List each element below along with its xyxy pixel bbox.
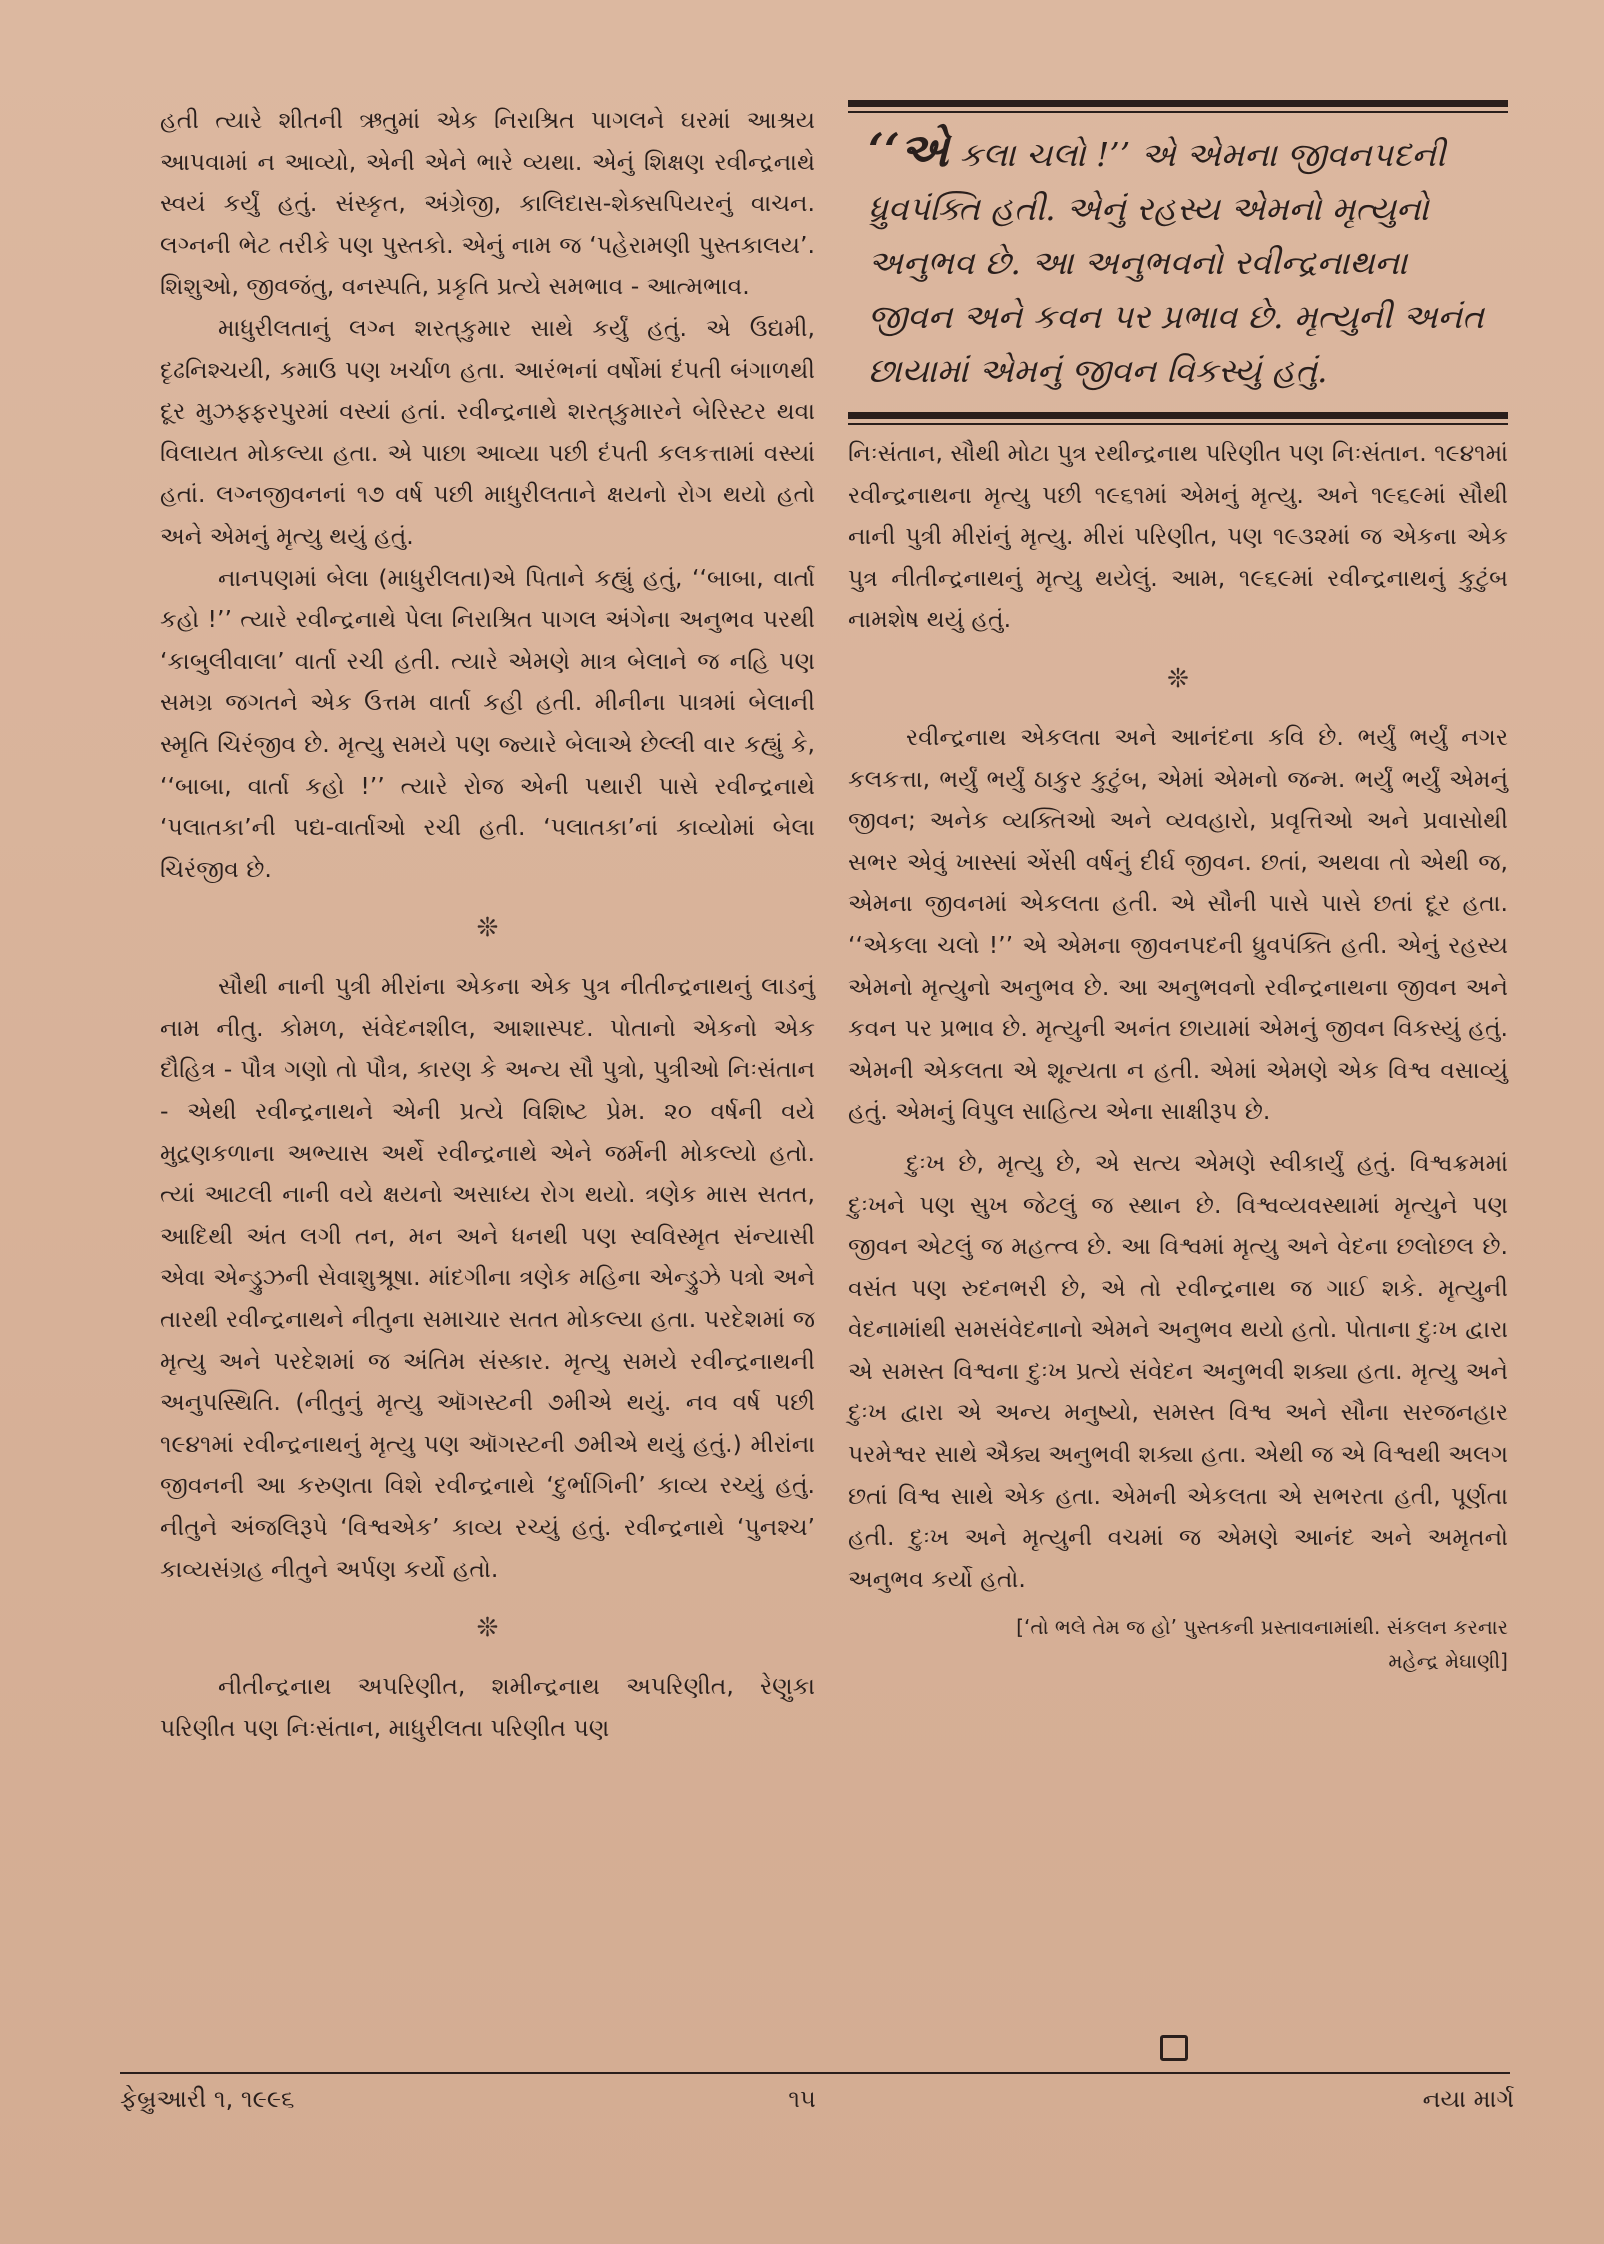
left-paragraph-3: નાનપણમાં બેલા (માધુરીલતા)એ પિતાને કહ્યું હતું, ‘‘બાબા, વાર્તા કહો !’’ ત્યારે રવીન્દ્રનાથે પેલા નિરાશ્રિત પાગલ અંગેના અનુભવ પરથી ‘કાબુલીવાલા’ વાર્તા રચી હતી. ત્યારે એમણે માત્ર બેલાને જ નહિ પણ સમગ્ર જગતને એક ઉત્તમ વાર્તા કહી હતી. મીનીના પાત્રમાં બેલાની સ્મૃતિ ચિરંજીવ છે. મૃત્યુ સમયે પણ જ્યારે બેલાએ છેલ્લી વાર કહ્યું કે, ‘‘બાબા, વાર્તા કહો !’’ ત્યારે રોજ એની પથારી પાસે રવીન્દ્રનાથે ‘પલાતકા’ની પદ્ય-વાર્તાઓ રચી હતી. ‘પલાતકા’નાં કાવ્યોમાં બેલા ચિરંજીવ છે.	[160, 563, 815, 883]
left-paragraph-5: નીતીન્દ્રનાથ અપરિણીત, શમીન્દ્રનાથ અપરિણીત, રેણુકા પરિણીત પણ નિઃસંતાન, માધુરીલતા પરિણીત પણ	[160, 1672, 815, 1742]
left-paragraph-1: હતી ત્યારે શીતની ઋતુમાં એક નિરાશ્રિત પાગલને ઘરમાં આશ્રય આપવામાં ન આવ્યો, એની એને ભારે વ્યથા. એનું શિક્ષણ રવીન્દ્રનાથે સ્વયં કર્યું હતું. સંસ્કૃત, અંગ્રેજી, કાલિદાસ-શેક્સપિયરનું વાચન. લગ્નની ભેટ તરીકે પણ પુસ્તકો. એનું નામ જ ‘પહેરામણી પુસ્તકાલય’. શિશુઓ, જીવજંતુ, વનસ્પતિ, પ્રકૃતિ પ્રત્યે સમભાવ - આત્મભાવ.	[160, 106, 815, 301]
right-paragraph-3: દુઃખ છે, મૃત્યુ છે, એ સત્ય એમણે સ્વીકાર્યું હતું. વિશ્વક્રમમાં દુઃખને પણ સુખ જેટલું જ સ્થાન છે. વિશ્વવ્યવસ્થામાં મૃત્યુને પણ જીવન એટલું જ મહત્ત્વ છે. આ વિશ્વમાં મૃત્યુ અને વેદના છલોછલ છે. વસંત પણ રુદનભરી છે, એ તો રવીન્દ્રનાથ જ ગાઈ શકે. મૃત્યુની વેદનામાંથી સમસંવેદનાનો એમને અનુભવ થયો હતો. પોતાના દુઃખ દ્વારા એ સમસ્ત વિશ્વના દુઃખ પ્રત્યે સંવેદન અનુભવી શક્યા હતા. મૃત્યુ અને દુઃખ દ્વારા એ અન્ય મનુષ્યો, સમસ્ત વિશ્વ અને સૌના સરજનહાર પરમેશ્વર સાથે ઐક્ય અનુભવી શક્યા હતા. એથી જ એ વિશ્વથી અલગ છતાં વિશ્વ સાથે એક હતા. એમની એકલતા એ સભરતા હતી, પૂર્ણતા હતી. દુઃખ અને મૃત્યુની વચમાં જ એમણે આનંદ અને અમૃતનો અનુભવ કર્યો હતો.	[848, 1148, 1508, 1593]
footer-page-number: ૧૫	[788, 2085, 816, 2113]
pull-quote	[848, 113, 1508, 412]
right-paragraph-2: રવીન્દ્રનાથ એકલતા અને આનંદના કવિ છે. ભર્યું ભર્યું નગર કલકત્તા, ભર્યું ભર્યું ઠાકુર કુટુંબ, એમાં એમનો જન્મ. ભર્યું ભર્યું એમનું જીવન; અનેક વ્યક્તિઓ અને વ્યવહારો, પ્રવૃત્તિઓ અને પ્રવાસોથી સભર એવું ખાસ્સાં એંસી વર્ષનું દીર્ઘ જીવન. છતાં, અથવા તો એથી જ, એમના જીવનમાં એકલતા હતી. એ સૌની પાસે પાસે છતાં દૂર હતા. ‘‘એકલા ચલો !’’ એ એમના જીવનપદની ધ્રુવપંક્તિ હતી. એનું રહસ્ય એમનો મૃત્યુનો અનુભવ છે. આ અનુભવનો રવીન્દ્રનાથના જીવન અને કવન પર પ્રભાવ છે. મૃત્યુની અનંત છાયામાં એમનું જીવન વિકસ્યું હતું. એમની એકલતા એ શૂન્યતા ન હતી. એમાં એમણે એક વિશ્વ વસાવ્યું હતું. એમનું વિપુલ સાહિત્ય એના સાક્ષીરૂપ છે.	[848, 722, 1508, 1126]
pull-quote-lead: ‘‘એ	[868, 123, 949, 177]
footer-date: ફેબ્રુઆરી ૧, ૧૯૯૬	[120, 2085, 295, 2113]
left-paragraph-4: સૌથી નાની પુત્રી મીરાંના એકના એક પુત્ર નીતીન્દ્રનાથનું લાડનું નામ નીતુ. કોમળ, સંવેદનશીલ, આશાસ્પદ. પોતાનો એકનો એક દૌહિત્ર - પૌત્ર ગણો તો પૌત્ર, કારણ કે અન્ય સૌ પુત્રો, પુત્રીઓ નિઃસંતાન - એથી રવીન્દ્રનાથને એની પ્રત્યે વિશિષ્ટ પ્રેમ. ૨૦ વર્ષની વયે મુદ્રણકળાના અભ્યાસ અર્થે રવીન્દ્રનાથે એને જર્મની મોકલ્યો હતો. ત્યાં આટલી નાની વયે ક્ષયનો અસાધ્ય રોગ થયો. ત્રણેક માસ સતત, આદિથી અંત લગી તન, મન અને ધનથી પણ સ્વવિસ્મૃત સંન્યાસી એવા એન્ડ્રુઝની સેવાશુશ્રૂષા. માંદગીના ત્રણેક મહિના એન્ડ્રુઝે પત્રો અને તારથી રવીન્દ્રનાથને નીતુના સમાચાર સતત મોકલ્યા હતા. પરદેશમાં જ મૃત્યુ અને પરદેશમાં જ અંતિમ સંસ્કાર. મૃત્યુ સમયે રવીન્દ્રનાથની અનુપસ્થિતિ. (નીતુનું મૃત્યુ ઑગસ્ટની ૭મીએ થયું. નવ વર્ષ પછી ૧૯૪૧માં રવીન્દ્રનાથનું મૃત્યુ પણ ઑગસ્ટની ૭મીએ થયું હતું.) મીરાંના જીવનની આ કરુણતા વિશે રવીન્દ્રનાથે ‘દુર્ભાગિની’ કાવ્ય રચ્યું હતું. નીતુને અંજલિરૂપે ‘વિશ્વએક’ કાવ્ય રચ્યું હતું. રવીન્દ્રનાથે ‘પુનશ્ચ’ કાવ્યસંગ્રહ નીતુને અર્પણ કર્યો હતો.	[160, 972, 815, 1583]
section-separator-icon: ❊	[476, 913, 499, 944]
section-separator-icon: ❊	[1167, 663, 1189, 694]
section-separator-icon: ❊	[476, 1613, 499, 1644]
pull-quote-top-rule	[848, 100, 1508, 107]
footer-rule	[120, 2072, 1510, 2074]
pull-quote-bottom-rule	[848, 412, 1508, 419]
end-mark-box-icon	[1160, 2035, 1188, 2061]
source-credit	[848, 1610, 1508, 1678]
pull-quote-bottom-rule-thin	[848, 423, 1508, 425]
left-column	[160, 100, 815, 1749]
left-paragraph-2: માધુરીલતાનું લગ્ન શરત્‌કુમાર સાથે કર્યું હતું. એ ઉદ્યમી, દૃઢનિશ્ચયી, કમાઉ પણ ખર્ચાળ હતા. આરંભનાં વર્ષોમાં દંપતી બંગાળથી દૂર મુઝફ્ફરપુરમાં વસ્યાં હતાં. રવીન્દ્રનાથે શરત્‌કુમારને બેરિસ્ટર થવા વિલાયત મોકલ્યા હતા. એ પાછા આવ્યા પછી દંપતી કલકત્તામાં વસ્યાં હતાં. લગ્નજીવનનાં ૧૭ વર્ષ પછી માધુરીલતાને ક્ષયનો રોગ થયો હતો અને એમનું મૃત્યુ થયું હતું.	[160, 313, 815, 550]
right-paragraph-1: નિઃસંતાન, સૌથી મોટા પુત્ર રથીન્દ્રનાથ પરિણીત પણ નિઃસંતાન. ૧૯૪૧માં રવીન્દ્રનાથના મૃત્યુ પછી ૧૯૬૧માં એમનું મૃત્યુ. અને ૧૯૬૯માં સૌથી નાની પુત્રી મીરાંનું મૃત્યુ. મીરાં પરિણીત, પણ ૧૯૩૨માં જ એકના એક પુત્ર નીતીન્દ્રનાથનું મૃત્યુ થયેલું. આમ, ૧૯૬૯માં રવીન્દ્રનાથનું કુટુંબ નામશેષ થયું હતું.	[848, 439, 1508, 634]
source-credit-line-1: [‘તો ભલે તેમ જ હો’ પુસ્તકની પ્રસ્તાવનામાંથી. સંકલન કરનાર	[1016, 1615, 1508, 1640]
pull-quote-text: કલા ચલો !’’ એ એમના જીવનપદની ધ્રુવપંક્તિ હતી. એનું રહસ્ય એમનો મૃત્યુનો અનુભવ છે. આ અનુભવનો રવીન્દ્રનાથના જીવન અને કવન પર પ્રભાવ છે. મૃત્યુની અનંત છાયામાં એમનું જીવન વિકસ્યું હતું.	[868, 135, 1484, 390]
right-column	[848, 100, 1508, 1678]
footer-publication-name: નયા માર્ગ	[1422, 2085, 1514, 2113]
source-credit-line-2: મહેન્દ્ર મેઘાણી]	[1388, 1649, 1508, 1674]
